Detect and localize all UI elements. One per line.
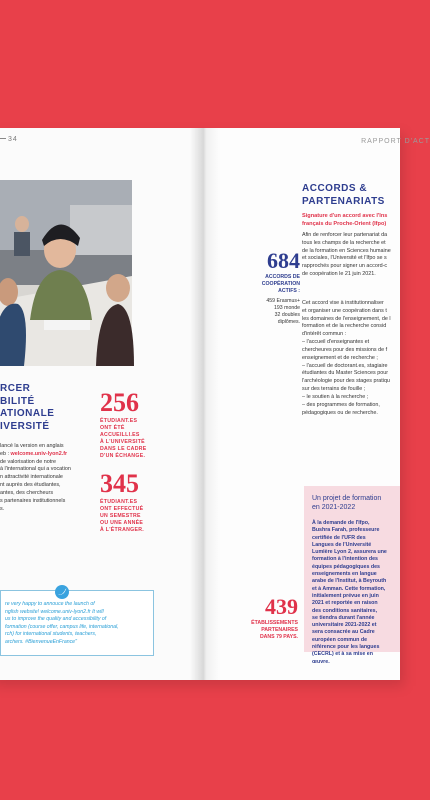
box-title: Un projet de formation en 2021-2022 bbox=[312, 495, 382, 512]
tweet-box bbox=[0, 590, 154, 656]
stat-agreements bbox=[230, 250, 300, 326]
stat-partners bbox=[226, 596, 298, 641]
body-paragraph: Cet accord vise à institutionnaliser et organiser une coopération dans t les domaines de l'enseignement, de l formation et de la recherche consid d'intérêt commun : – l'accueil d'enseignantes et chercheures pour des missions de f enseignement et de recherche ; – l'accueil de doctorant.es, stagiaire étudiantes du Master Sciences pour l'archéologie pour des stages pratiqu sur des terrains de fouille ; – le soutien à la recherche ; – des programmes de formation, pédagogiques ou de recherche. bbox=[302, 300, 391, 416]
page-rule bbox=[0, 138, 6, 139]
right-page bbox=[204, 128, 430, 680]
accent-lead: Signature d'un accord avec l'Ins français du Proche-Orient (Ifpo) bbox=[302, 213, 388, 227]
open-brochure bbox=[0, 128, 430, 680]
website-link: welcome.univ-lyon2.fr bbox=[10, 450, 68, 457]
twitter-icon bbox=[55, 585, 69, 599]
stat-number: 684 bbox=[267, 248, 300, 273]
stat-label: ÉTUDIANT.ES ONT ÉTÉ ACCUEILLI.ES À L'UNIVERSITÉ DANS LE CADRE D'UN ÉCHANGE. bbox=[100, 418, 147, 460]
running-head: RAPPORT D'ACT bbox=[361, 138, 430, 145]
intro-text: lancé la version en anglais eb : bbox=[0, 443, 64, 457]
stat-label: ACCORDS DE COOPÉRATION ACTIFS : bbox=[261, 274, 300, 295]
page-number: 34 bbox=[8, 136, 18, 143]
students-photo-drawing bbox=[0, 180, 132, 366]
box-body: À la demande de l'Ifpo, Bushra Farah, professeure certifiée de l'UFR des Langues de l'Université Lumière Lyon 2, assurera une formation à l'intention des équipes pédagogiques des enseignements en langue arabe de l'Institut, à Beyrouth et à Amman. Cette formation, initialement prévue en juin 2021 et reportée en raison des conditions sanitaires, se tiendra durant l'année universitaire 2021-2022 et sera consacrée au Cadre européen commun de référence pour les langues (CECRL) et à sa mise en œuvre. bbox=[312, 520, 387, 665]
stat-number: 345 bbox=[100, 469, 139, 498]
students-photo bbox=[0, 180, 132, 366]
stat-incoming bbox=[100, 390, 160, 460]
stat-number: 256 bbox=[100, 388, 139, 417]
tweet-text: re very happy to annouce the launch of nglish website! welcome.univ-lyon2.fr It will us to improve the quality and accessibility of formation (course offer, campus life, international, rch) for international students, teachers, archers. #BienvenueEnFrance" bbox=[5, 601, 119, 645]
highlight-box bbox=[304, 486, 400, 665]
body-paragraph: Afin de renforcer leur partenariat da tous les champs de la recherche et de la formation en Sciences humaine et sociales, l'Université et l'Ifpo se s rapprochés pour signer un accord-c de coopération le 21 juin 2021. bbox=[302, 232, 391, 278]
stat-label: ÉTABLISSEMENTS PARTENAIRES DANS 79 PAYS. bbox=[251, 620, 298, 641]
stat-breakdown: 459 Erasmus+ 193 monde 32 doubles diplômes. bbox=[266, 298, 300, 326]
section-heading: RCER BILITÉ ATIONALE IVERSITÉ bbox=[0, 383, 55, 432]
stat-outgoing bbox=[100, 471, 160, 534]
stat-number: 439 bbox=[265, 594, 298, 619]
section-heading: ACCORDS & PARTENARIATS bbox=[302, 183, 385, 207]
spine-shadow bbox=[190, 128, 220, 680]
left-page bbox=[0, 128, 204, 680]
stat-label: ÉTUDIANT.ES ONT EFFECTUÉ UN SEMESTRE OU UNE ANNÉE À L'ÉTRANGER. bbox=[100, 499, 145, 534]
intro-paragraph bbox=[0, 443, 92, 513]
intro-text-rest: de valorisation de notre à l'international qui a vocation n attractivité internationale nt auprès des étudiantes, antes, des chercheurs s partenaires institutionnels s. bbox=[0, 458, 71, 512]
